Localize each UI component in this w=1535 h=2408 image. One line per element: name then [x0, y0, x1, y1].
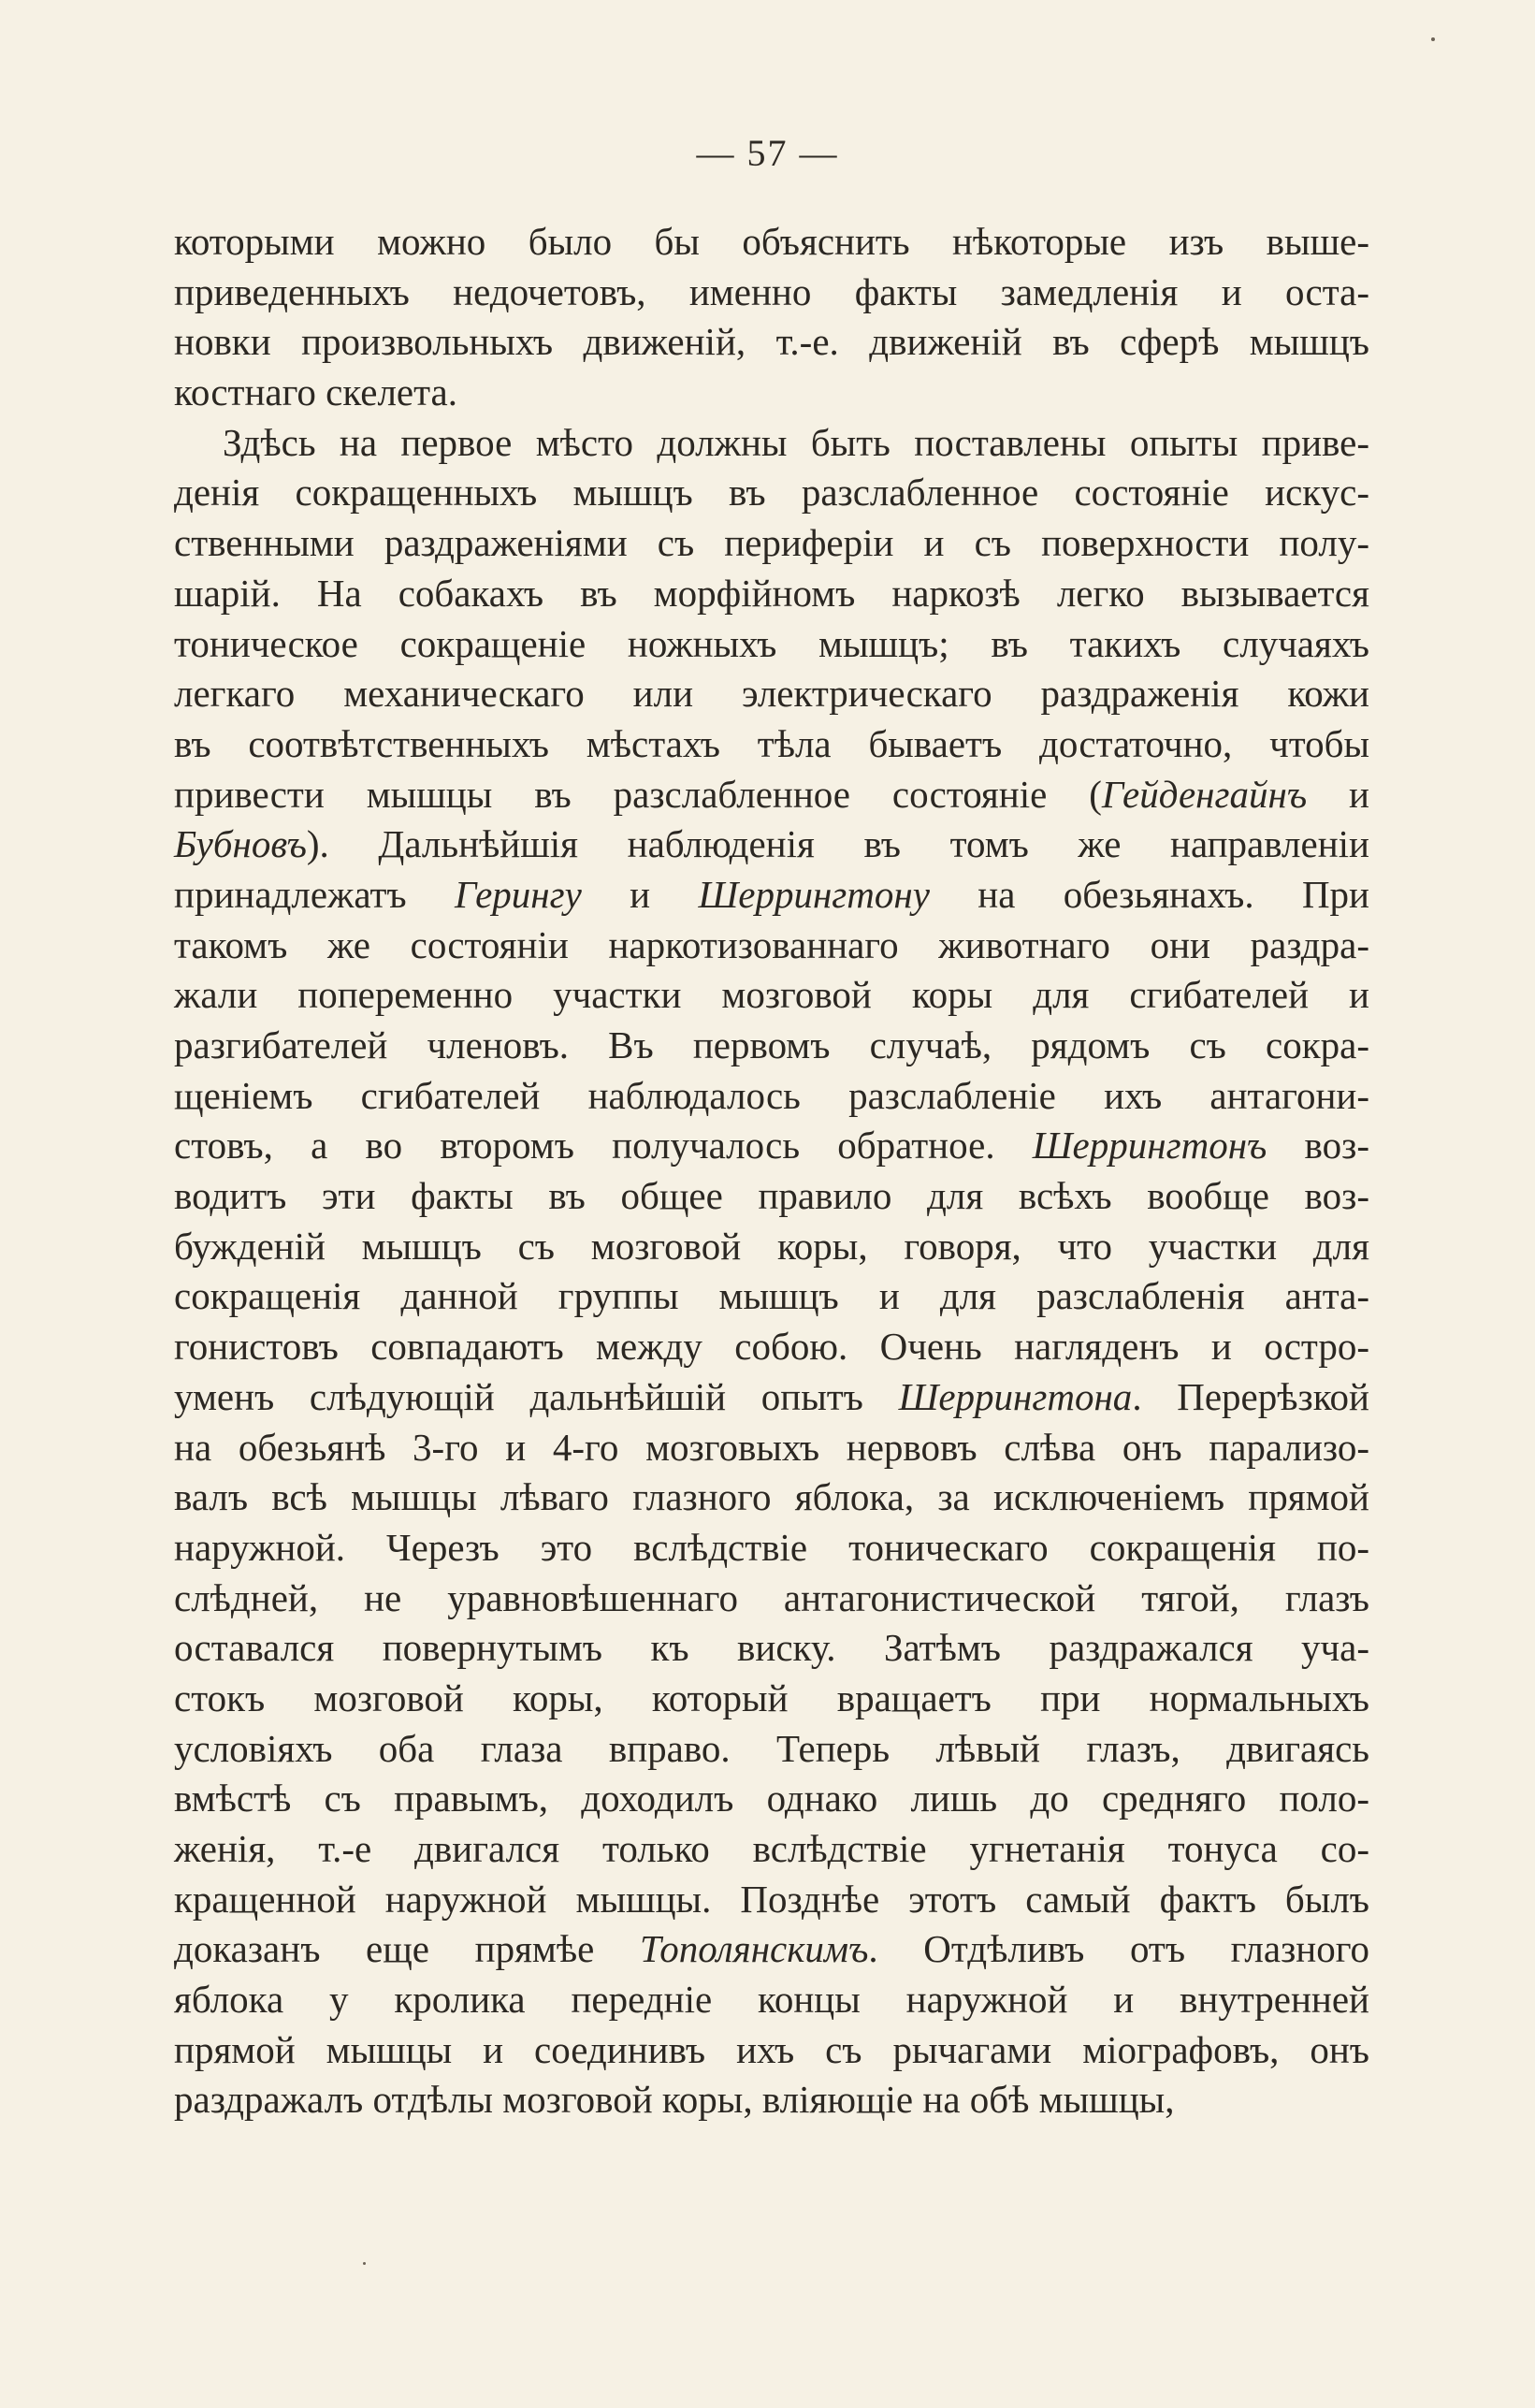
text-segment: оставался повернутымъ къ виску. Затѣмъ раздражался уча- [174, 1626, 1369, 1670]
text-segment: уменъ слѣдующій дальнѣйшій опытъ [174, 1374, 899, 1418]
text-segment: стокъ мозговой коры, который вращаетъ при нормальныхъ [174, 1675, 1369, 1719]
italic-name: Тополянскимъ [639, 1927, 869, 1971]
text-line [174, 418, 1369, 469]
italic-name: Шеррингтонъ [1032, 1124, 1267, 1168]
text-segment: на обезьянѣ 3-го и 4-го мозговыхъ нервовъ слѣва онъ парализо- [174, 1425, 1369, 1469]
text-line [174, 770, 1369, 820]
text-line [174, 1423, 1369, 1473]
page-number: — 57 — [696, 132, 839, 174]
text-segment: жали попеременно участки мозговой коры для сгибателей и [174, 973, 1369, 1017]
text-segment: костнаго скелета. [174, 370, 457, 414]
text-line [174, 1472, 1369, 1523]
text-line [174, 1574, 1369, 1624]
text-segment: приведенныхъ недочетовъ, именно факты замедленія и оста- [174, 269, 1369, 313]
text-line [174, 569, 1369, 619]
text-line [174, 2075, 1369, 2125]
text-segment: доказанъ еще прямѣе [174, 1927, 640, 1971]
text-line [174, 1322, 1369, 1372]
text-line [174, 1924, 1369, 1975]
text-line [174, 1623, 1369, 1674]
text-segment: воз- [1267, 1124, 1369, 1168]
text-segment: такомъ же состояніи наркотизованнаго животнаго они раздра- [174, 922, 1369, 966]
text-segment: разгибателей членовъ. Въ первомъ случаѣ, рядомъ съ сокра- [174, 1023, 1369, 1066]
text-line [174, 1222, 1369, 1272]
text-line [174, 1975, 1369, 2025]
text-segment: валъ всѣ мышцы лѣваго глазного яблока, за исключеніемъ прямой [174, 1475, 1369, 1519]
text-segment: которыми можно было бы объяснить нѣкоторые изъ выше- [174, 220, 1369, 263]
italic-name: Шеррингтона [898, 1374, 1133, 1418]
text-line [174, 1774, 1369, 1824]
text-segment: женія, т.-е двигался только вслѣдствіе угнетанія тонуса со- [174, 1827, 1369, 1870]
text-line [174, 1674, 1369, 1724]
text-segment: яблока у кролика передніе концы наружной и внутренней [174, 1978, 1369, 2022]
text-segment: вмѣстѣ съ правымъ, доходилъ однако лишь до средняго поло- [174, 1777, 1369, 1821]
text-segment: и [581, 872, 699, 916]
text-segment: водитъ эти факты въ общее правило для всѣхъ вообще воз- [174, 1174, 1369, 1218]
text-segment: ). Дальнѣйшія наблюденія въ томъ же направленіи [306, 822, 1369, 866]
text-segment: наружной. Черезъ это вслѣдствіе тоническаго сокращенія по- [174, 1525, 1369, 1569]
italic-name: Шеррингтону [698, 872, 930, 916]
text-segment: шарій. На собакахъ въ морфійномъ наркозѣ легко вызывается [174, 571, 1369, 615]
text-line [174, 1875, 1369, 1925]
text-line [174, 619, 1369, 670]
text-segment: въ соотвѣтственныхъ мѣстахъ тѣла бываетъ достаточно, чтобы [174, 721, 1369, 765]
text-segment: кращенной наружной мышцы. Позднѣе этотъ самый фактъ былъ [174, 1877, 1369, 1921]
text-segment: Здѣсь на первое мѣсто должны быть поставлены опыты приве- [223, 420, 1369, 464]
text-line [174, 820, 1369, 870]
text-line [174, 870, 1369, 921]
text-segment: стовъ, а во второмъ получалось обратное. [174, 1124, 1033, 1168]
text-segment: . Перерѣзкой [1132, 1374, 1369, 1418]
italic-name: Бубновъ [174, 822, 307, 866]
text-line [174, 921, 1369, 971]
text-segment: ственными раздраженіями съ периферіи и съ поверхности полу- [174, 521, 1369, 565]
text-line [174, 1523, 1369, 1574]
text-line [174, 1271, 1369, 1322]
text-line [174, 1171, 1369, 1222]
text-segment: легкаго механическаго или электрическаго раздраженія кожи [174, 672, 1369, 716]
text-line [174, 368, 1369, 418]
text-segment: раздражалъ отдѣлы мозговой коры, вліяющіе на обѣ мышцы, [174, 2078, 1175, 2122]
text-line [174, 719, 1369, 770]
text-segment: условіяхъ оба глаза вправо. Теперь лѣвый глазъ, двигаясь [174, 1726, 1369, 1770]
body-text [174, 217, 1369, 2125]
text-segment: бужденій мышцъ съ мозговой коры, говоря, что участки для [174, 1224, 1369, 1268]
text-segment: сокращенія данной группы мышцъ и для разслабленія анта- [174, 1274, 1369, 1318]
text-line [174, 1824, 1369, 1875]
text-segment: и [1307, 772, 1369, 816]
text-segment: привести мышцы въ разслабленное состояніе ( [174, 772, 1102, 816]
text-line [174, 1071, 1369, 1122]
text-segment: . Отдѣливъ отъ глазного [868, 1927, 1369, 1971]
text-line [174, 1372, 1369, 1423]
text-line [174, 518, 1369, 569]
text-line [174, 1021, 1369, 1071]
text-line [174, 468, 1369, 518]
text-line [174, 970, 1369, 1021]
text-segment: денія сокращенныхъ мышцъ въ разслабленное состояніе искус- [174, 471, 1369, 515]
text-segment: новки произвольныхъ движеній, т.-е. движеній въ сферѣ мышцъ [174, 320, 1369, 364]
text-segment: щеніемъ сгибателей наблюдалось разслабленіе ихъ антагони- [174, 1073, 1369, 1117]
text-segment: тоническое сокращеніе ножныхъ мышцъ; въ такихъ случаяхъ [174, 621, 1369, 665]
text-segment: принадлежатъ [174, 872, 455, 916]
paper-speck [363, 2262, 366, 2265]
text-segment: на обезьянахъ. При [929, 872, 1369, 916]
text-line [174, 217, 1369, 268]
text-line [174, 317, 1369, 368]
text-line [174, 2025, 1369, 2076]
paper-speck [1431, 37, 1435, 41]
text-line [174, 1724, 1369, 1775]
text-line [174, 669, 1369, 719]
italic-name: Гейденгайнъ [1101, 772, 1308, 816]
text-line [174, 1121, 1369, 1171]
text-segment: прямой мышцы и соединивъ ихъ съ рычагами міографовъ, онъ [174, 2027, 1369, 2071]
italic-name: Герингу [454, 872, 582, 916]
text-segment: гонистовъ совпадаютъ между собою. Очень нагляденъ и остро- [174, 1325, 1369, 1369]
text-segment: слѣдней, не уравновѣшеннаго антагонистической тягой, глазъ [174, 1575, 1369, 1619]
text-line [174, 268, 1369, 318]
